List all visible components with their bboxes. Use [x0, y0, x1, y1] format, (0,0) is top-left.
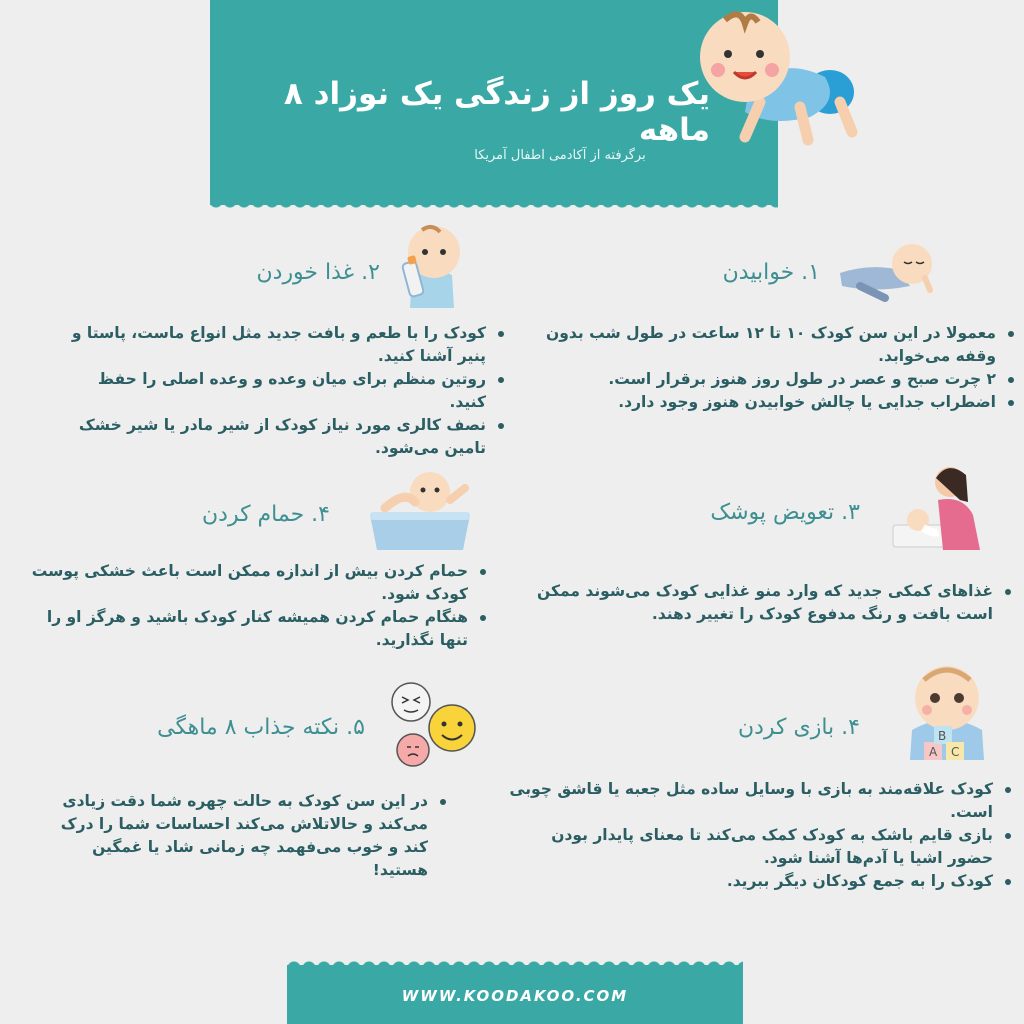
svg-text:B: B — [938, 729, 947, 743]
list-item: هنگام حمام کردن همیشه کنار کودک باشید و هرگز او را تنها نگذارید. — [20, 606, 490, 652]
list-item: کودک علاقه‌مند به بازی با وسایل ساده مثل جعبه یا قاشق چوبی است. — [505, 778, 1015, 824]
list-item: اضطراب جدایی یا چالش خوابیدن هنوز وجود دارد. — [540, 391, 1018, 414]
list-item: بازی قایم باشک به کودک کمک می‌کند تا معنای پایدار بودن حضور اشیا یا آدم‌ها آشنا شود. — [505, 824, 1015, 870]
baby-bath-icon — [365, 470, 475, 555]
section-heading-bathing: ۴. حمام کردن — [201, 502, 330, 527]
crawling-baby-icon — [690, 2, 860, 152]
section-heading-playing: ۴. بازی کردن — [737, 715, 860, 740]
list-item: کودک را به جمع کودکان دیگر ببرید. — [505, 870, 1015, 893]
baby-bottle-icon — [392, 220, 472, 315]
sleeping-baby-icon — [830, 238, 940, 303]
svg-text:C: C — [951, 745, 960, 759]
diaper-list — [525, 580, 1015, 626]
page-title: یک روز از زندگی یک نوزاد ۸ ماهه — [283, 76, 710, 148]
section-heading-sleeping: ۱. خوابیدن — [722, 260, 820, 285]
eating-list — [68, 322, 508, 460]
tip-list — [60, 790, 450, 882]
mother-changing-diaper-icon — [888, 460, 993, 560]
section-heading-tip: ۵. نکته جذاب ۸ ماهگی — [157, 715, 365, 740]
list-item: در این سن کودک به حالت چهره شما دقت زیادی می‌کند و حالاتلاش می‌کند احساسات شما را درک کند و خوب می‌فهمد چه زمانی شاد یا غمگین هستید! — [60, 790, 450, 882]
baby-blocks-icon — [902, 660, 992, 770]
section-heading-eating: ۲. غذا خوردن — [256, 260, 380, 285]
footer-torn-edge — [287, 958, 743, 968]
bathing-list — [20, 560, 490, 652]
svg-text:A: A — [929, 745, 938, 759]
list-item: حمام کردن بیش از اندازه ممکن است باعث خشکی پوست کودک شود. — [20, 560, 490, 606]
list-item: معمولا در این سن کودک ۱۰ تا ۱۲ ساعت در طول شب بدون وقفه می‌خوابد. — [540, 322, 1018, 368]
header-torn-edge — [210, 201, 778, 213]
list-item: ۲ چرت صبح و عصر در طول روز هنوز برقرار است. — [540, 368, 1018, 391]
sleeping-list — [540, 322, 1018, 414]
page-subtitle: برگرفته از آکادمی اطفال آمریکا — [474, 148, 646, 163]
list-item: نصف کالری مورد نیاز کودک از شیر مادر یا شیر خشک تامین می‌شود. — [68, 414, 508, 460]
emoji-faces-icon — [388, 680, 480, 772]
list-item: روتین منظم برای میان وعده و وعده اصلی را حفظ کنید. — [68, 368, 508, 414]
footer-url-link[interactable]: WWW.KOODAKOO.COM — [401, 987, 629, 1005]
list-item: کودک را با طعم و بافت جدید مثل انواع ماست، پاستا و پنیر آشنا کنید. — [68, 322, 508, 368]
section-heading-diaper: ۳. تعویض پوشک — [710, 500, 860, 525]
footer-banner — [287, 965, 743, 1024]
list-item: غذاهای کمکی جدید که وارد منو غذایی کودک می‌شوند ممکن است بافت و رنگ مدفوع کودک را تغییر دهند. — [525, 580, 1015, 626]
playing-list — [505, 778, 1015, 893]
